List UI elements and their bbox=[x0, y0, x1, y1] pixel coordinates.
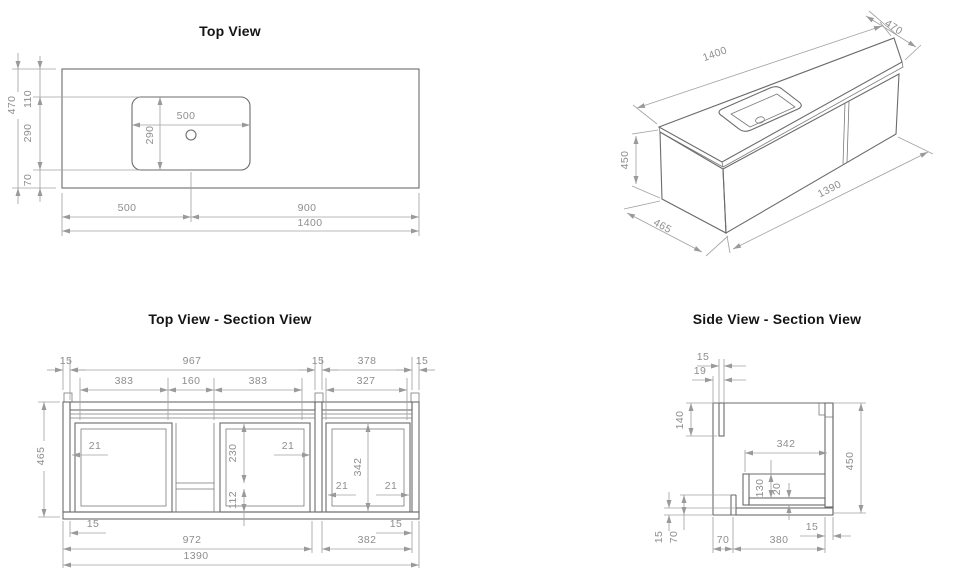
top-section-drawing bbox=[35, 311, 435, 568]
dim-section-overall: 1390 bbox=[183, 550, 209, 562]
dim-front-inset: 70 bbox=[22, 173, 34, 187]
iso-drain-hole bbox=[755, 116, 765, 124]
dim-bottom-wall-left: 15 bbox=[86, 518, 100, 530]
dim-bay-side: 378 bbox=[357, 355, 377, 367]
dim-plinth-height: 70 bbox=[668, 530, 680, 544]
dim-bay-side-outer: 382 bbox=[357, 534, 377, 546]
side-section-drawing bbox=[653, 311, 866, 553]
dim-drawer-side: 327 bbox=[356, 375, 376, 387]
wall-rabbet bbox=[819, 403, 833, 417]
drawer-box-left bbox=[75, 423, 172, 512]
dim-wall-right: 15 bbox=[415, 355, 429, 367]
dim-section-depth: 465 bbox=[35, 446, 47, 466]
iso-left-face bbox=[660, 132, 726, 233]
dim-wall-left: 15 bbox=[59, 355, 73, 367]
dim-back-inset: 110 bbox=[22, 90, 34, 108]
dim-drawer-depth: 230 bbox=[227, 443, 239, 463]
dim-bay-main-outer: 972 bbox=[182, 534, 202, 546]
drawer-side-wall bbox=[743, 474, 749, 505]
bottom-panel-section bbox=[63, 512, 419, 519]
dim-wall-mid: 15 bbox=[311, 355, 325, 367]
top-section-title: Top View - Section View bbox=[148, 311, 312, 327]
dim-recess-depth: 112 bbox=[227, 491, 239, 509]
right-wall-edge bbox=[825, 403, 833, 507]
dim-drawer-right: 383 bbox=[248, 375, 268, 387]
dim-drawer-left: 383 bbox=[114, 375, 134, 387]
iso-door-gap bbox=[843, 101, 849, 164]
back-panel-section bbox=[70, 402, 315, 410]
iso-countertop-top bbox=[659, 38, 902, 162]
dim-iso-body-depth: 465 bbox=[651, 216, 674, 237]
back-panel-edge bbox=[719, 403, 724, 436]
cabinet-bottom-panel bbox=[736, 508, 833, 515]
dim-sink-width: 500 bbox=[176, 110, 196, 122]
dim-base-thickness: 15 bbox=[653, 530, 665, 544]
back-panel-side-section bbox=[322, 402, 412, 410]
dim-front-inset: 70 bbox=[716, 534, 730, 546]
dim-back-offset: 19 bbox=[693, 365, 707, 377]
dim-clearance-mid: 21 bbox=[281, 440, 295, 452]
siphon-recess bbox=[176, 423, 214, 512]
dim-rail-height: 140 bbox=[674, 410, 686, 430]
dim-overall-depth: 470 bbox=[6, 95, 18, 115]
top-view-title: Top View bbox=[199, 23, 261, 39]
mid-wall-section bbox=[315, 402, 322, 512]
dim-side-drawer-depth: 342 bbox=[352, 457, 364, 477]
dim-iso-top-length: 1400 bbox=[701, 44, 729, 65]
dim-sink-center-to-right: 900 bbox=[297, 202, 317, 214]
left-wall-section bbox=[63, 402, 70, 512]
dim-ss-drawer-width: 342 bbox=[776, 438, 796, 450]
dim-drawer-height: 130 bbox=[754, 478, 766, 498]
dim-clearance-side-a: 21 bbox=[335, 480, 349, 492]
dim-overall-width: 1400 bbox=[297, 217, 323, 229]
top-view-drawing bbox=[6, 23, 419, 236]
side-section-title: Side View - Section View bbox=[692, 311, 862, 327]
dim-sink-cut-depth: 290 bbox=[22, 123, 34, 143]
dim-iso-top-depth: 470 bbox=[882, 17, 905, 38]
dim-bay-main: 967 bbox=[182, 355, 202, 367]
dim-back-panel: 15 bbox=[696, 351, 710, 363]
dim-iso-height: 450 bbox=[619, 150, 631, 170]
dim-bottom-wall-right: 15 bbox=[389, 518, 403, 530]
drawer-bottom-panel bbox=[749, 498, 825, 505]
dim-clearance-side-b: 21 bbox=[384, 480, 398, 492]
dim-ss-height: 450 bbox=[844, 451, 856, 471]
dim-iso-body-length: 1390 bbox=[815, 178, 844, 201]
faucet-hole bbox=[186, 130, 196, 140]
dim-drawer-run: 380 bbox=[769, 534, 789, 546]
isometric-view-drawing bbox=[619, 11, 933, 256]
dim-sink-depth: 290 bbox=[144, 125, 156, 145]
dim-drawer-bottom: 20 bbox=[771, 482, 783, 496]
dim-left-to-sink-center: 500 bbox=[117, 202, 137, 214]
iso-front-face bbox=[723, 74, 899, 233]
right-wall-section bbox=[412, 402, 419, 512]
dim-gap-center: 160 bbox=[181, 375, 201, 387]
dim-wall-thickness: 15 bbox=[805, 521, 819, 533]
dim-clearance-left: 21 bbox=[88, 440, 102, 452]
